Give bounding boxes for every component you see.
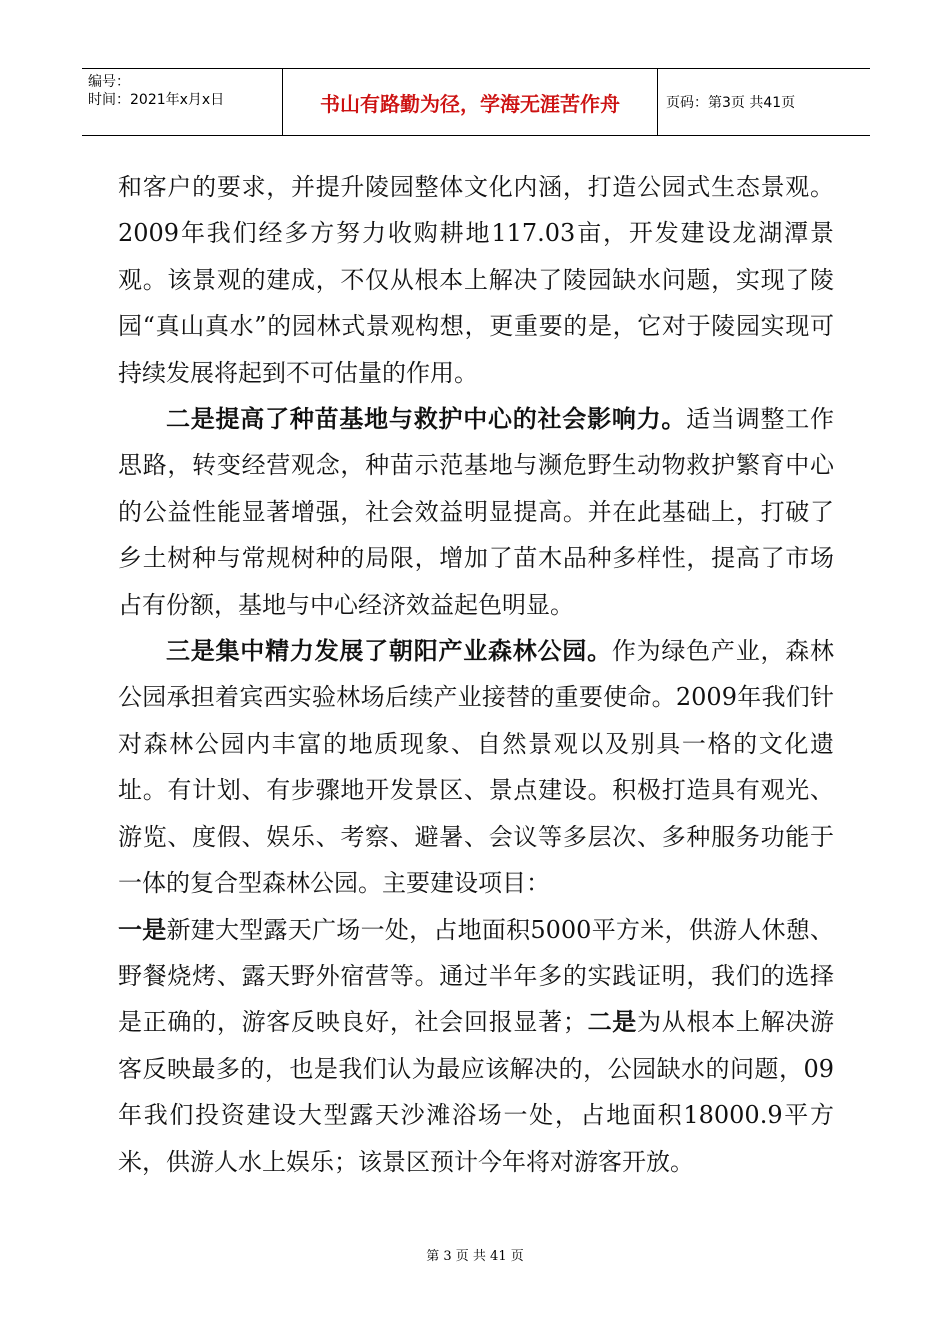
item-2-text: 为从根本上解决游客反映最多的，也是我们认为最应该解决的，公园缺水的问题，09年我们投资建设大型露天沙滩浴场一处，占地面积18000.9平方米，供游人水上娱乐；该景区预计今年将对游客开放。: [118, 1008, 835, 1176]
date-label: 时间：2021年x月x日: [88, 92, 225, 108]
paragraph-1-text: 和客户的要求，并提升陵园整体文化内涵，打造公园式生态景观。2009年我们经多方努力收购耕地117.03亩，开发建设龙湖潭景观。该景观的建成，不仅从根本上解决了陵园缺水问题，实现了陵园“真山真水”的园林式景观构想，更重要的是，它对于陵园实现可持续发展将起到不可估量的作用。: [118, 173, 834, 387]
paragraph-3-heading: 三是集中精力发展了朝阳产业森林公园。: [166, 637, 612, 666]
item-1-label: 一是: [118, 915, 167, 944]
paragraph-2: [118, 396, 834, 628]
header-meta: [82, 69, 283, 135]
item-2-label: 二是: [586, 1008, 638, 1037]
document-body: [118, 164, 834, 1185]
page-footer: 第 3 页 共 41 页: [426, 1249, 524, 1264]
item-1-text: 新建大型露天广场一处，占地面积5000平方米，供游人休憩、野餐烧烤、露天野外宿营等。通过半年多的实践证明，我们的选择是正确的，游客反映良好，社会回报显著；: [118, 915, 835, 1037]
paragraph-2-heading: 二是提高了种苗基地与救护中心的社会影响力。: [166, 405, 687, 434]
paragraph-2-text: 适当调整工作思路，转变经营观念，种苗示范基地与濒危野生动物救护繁育中心的公益性能显著增强，社会效益明显提高。并在此基础上，打破了乡土树种与常规树种的局限，增加了苗木品种多样性，提高了市场占有份额，基地与中心经济效益起色明显。: [118, 405, 835, 619]
paragraph-3-text: 作为绿色产业，森林公园承担着宾西实验林场后续产业接替的重要使命。2009年我们针对森林公园内丰富的地质现象、自然景观以及别具一格的文化遗址。有计划、有步骤地开发景区、景点建设。积极打造具有观光、游览、度假、娱乐、考察、避暑、会议等多层次、多种服务功能于一体的复合型森林公园。主要建设项目：: [118, 637, 835, 898]
paragraph-1: [118, 164, 834, 396]
serial-label: 编号：: [88, 74, 130, 90]
motto-text: 书山有路勤为径，学海无涯苦作舟: [320, 91, 620, 116]
paragraph-3: [118, 628, 834, 906]
paragraph-4: [118, 907, 834, 1185]
header-motto-cell: [283, 69, 658, 135]
page-header: [82, 68, 870, 136]
header-page-info: 页码：第3页 共41页: [666, 95, 796, 111]
